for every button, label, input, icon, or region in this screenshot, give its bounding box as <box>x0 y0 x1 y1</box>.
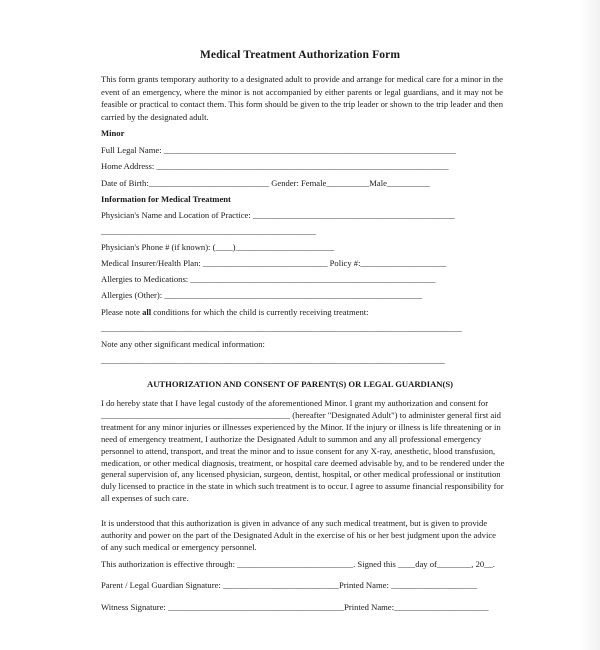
witness-signature-field[interactable]: Witness Signature: _________________________________________Printed Name:______________________ <box>101 602 489 612</box>
authorization-paragraph: I do hereby state that I have legal custody of the aforementioned Minor. I grant my authorization and consent for ____________________________________________ (hereafter "Designated Adult") to administer general first aid treatment for any minor injuries or illnesses experienced by the Minor. If the injury or illness is life threatening or in need of emergency treatment, I authorize the Designated Adult to summon and any all professional emergency personnel to attend, transport, and treat the minor and to issue consent for any X-ray, anesthetic, blood transfusion, medication, or other medical diagnosis, treatment, or hospital care deemed advisable by, and to be rendered under the general supervision of, any licensed physician, surgeon, dentist, hospital, or other medical professional or institution duly licensed to practice in the state in which such treatment is to occur. I agree to assume financial responsibility for all expenses of such care. <box>101 398 505 504</box>
insurer-policy-field[interactable]: Medical Insurer/Health Plan: _____________________________ Policy #:____________________ <box>101 258 447 268</box>
allergies-medications-field[interactable]: Allergies to Medications: _________________________________________________________ <box>101 274 436 284</box>
physician-phone-field[interactable]: Physician's Phone # (if known): (____)_______________________ <box>101 242 335 252</box>
dob-gender-field[interactable]: Date of Birth:____________________________ Gender: Female__________Male__________ <box>101 178 430 188</box>
full-name-field[interactable]: Full Legal Name: ____________________________________________________________________ <box>101 145 456 155</box>
page-edge-shadow <box>580 0 600 650</box>
minor-heading: Minor <box>101 128 125 138</box>
conditions-note-line[interactable]: ____________________________________________________________________________________ <box>101 323 462 333</box>
other-info-label: Note any other significant medical information: <box>101 339 265 349</box>
medical-heading: Information for Medical Treatment <box>101 194 231 204</box>
physician-field[interactable]: Physician's Name and Location of Practice: _______________________________________________ <box>101 210 455 220</box>
home-address-field[interactable]: Home Address: ____________________________________________________________________ <box>101 161 449 171</box>
parent-signature-field[interactable]: Parent / Legal Guardian Signature: ___________________________Printed Name: ____________________ <box>101 580 477 590</box>
form-title: Medical Treatment Authorization Form <box>199 48 401 61</box>
allergies-other-field[interactable]: Allergies (Other): ____________________________________________________________ <box>101 290 423 300</box>
intro-paragraph: This form grants temporary authority to a designated adult to provide and arrange for medical care for a minor in the event of an emergency, where the minor is not accompanied by either parents or legal guardians, and it may not be feasible or practical to contact them. This form should be given to the trip leader or shown to the trip leader and then carried by the designated adult. <box>101 74 503 122</box>
other-info-line[interactable]: ________________________________________________________________________________ <box>101 355 445 365</box>
conditions-note-label: Please note all conditions for which the child is currently receiving treatment: <box>101 307 369 317</box>
understanding-paragraph: It is understood that this authorization is given in advance of any such medical treatment, but is given to provide authority and power on the part of the Designated Adult in the exercise of his or her best judgment upon the advice of any such medical or emergency personnel. <box>101 518 496 552</box>
physician-field-continued[interactable]: __________________________________________________ <box>101 226 316 236</box>
effective-date-field[interactable]: This authorization is effective through: ___________________________. Signed this ____day of________, 20__. <box>101 559 495 569</box>
authorization-heading: AUTHORIZATION AND CONSENT OF PARENT(S) OR LEGAL GUARDIAN(S) <box>147 379 453 389</box>
